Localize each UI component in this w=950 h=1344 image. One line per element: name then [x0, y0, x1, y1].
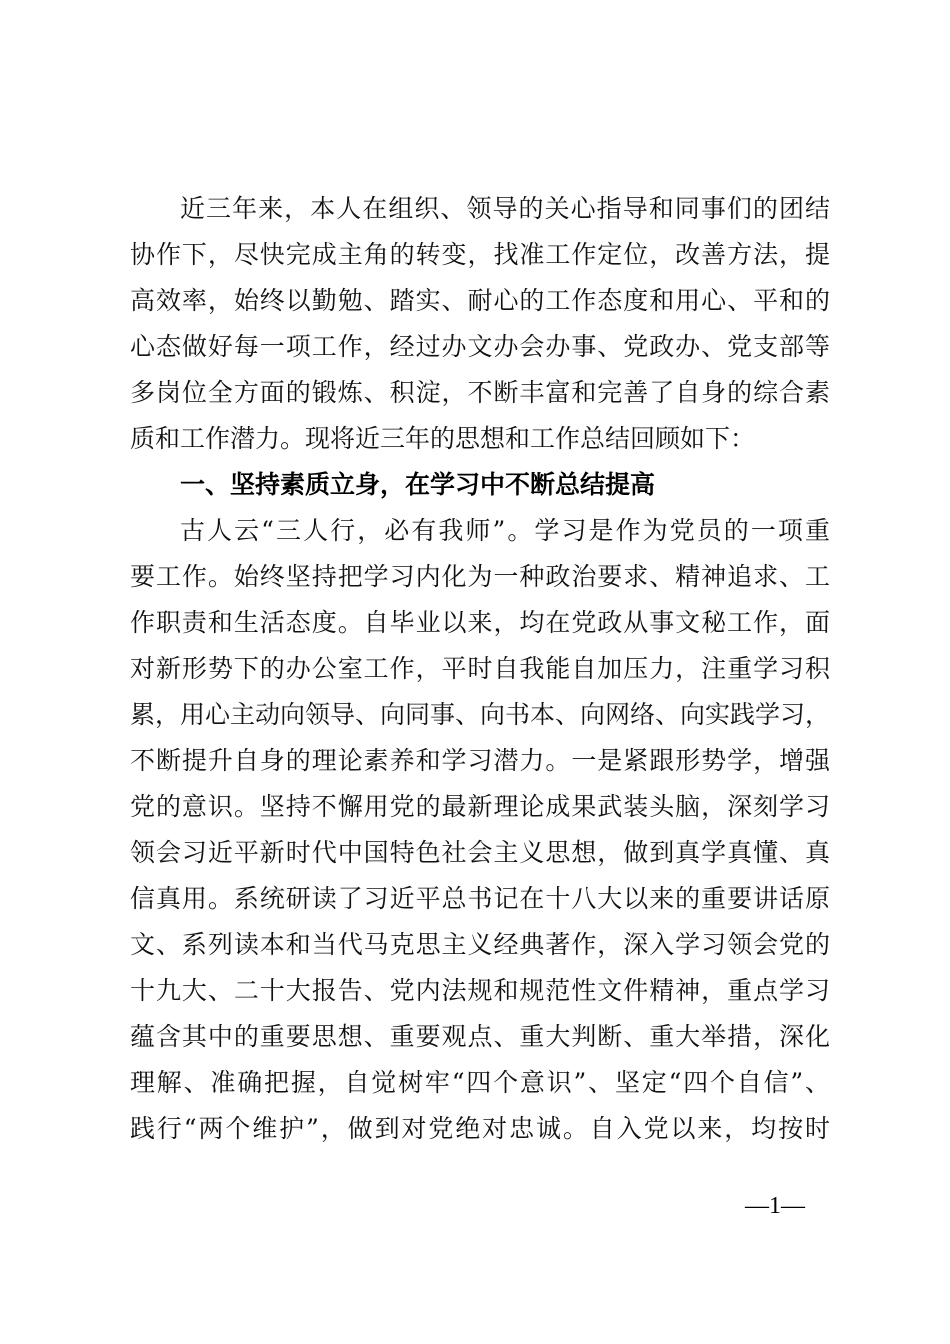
- paragraph-2-line-1: 古人云“三人行，必有我师”。学习是作为党员的一项重: [180, 516, 830, 545]
- paragraph-2-line-7: 党的意识。坚持不懈用党的最新理论成果武装头脑，深刻学习: [130, 792, 830, 821]
- paragraph-2-line-9: 信真用。系统研读了习近平总书记在十八大以来的重要讲话原: [130, 884, 830, 913]
- paragraph-2-line-13: 理解、准确把握，自觉树牢“四个意识”、坚定“四个自信”、: [130, 1068, 830, 1097]
- paragraph-1-line-4: 心态做好每一项工作，经过办文办会办事、党政办、党支部等: [130, 332, 830, 361]
- paragraph-1-line-2: 协作下，尽快完成主角的转变，找准工作定位，改善方法，提: [130, 240, 830, 269]
- paragraph-2-line-4: 对新形势下的办公室工作，平时自我能自加压力，注重学习积: [130, 654, 830, 683]
- paragraph-2-line-2: 要工作。始终坚持把学习内化为一种政治要求、精神追求、工: [130, 562, 830, 591]
- paragraph-2-line-8: 领会习近平新时代中国特色社会主义思想，做到真学真懂、真: [130, 838, 830, 867]
- paragraph-2-line-6: 不断提升自身的理论素养和学习潜力。一是紧跟形势学，增强: [130, 746, 830, 775]
- paragraph-1-line-6: 质和工作潜力。现将近三年的思想和工作总结回顾如下：: [130, 424, 756, 453]
- paragraph-2-line-14: 践行“两个维护”，做到对党绝对忠诚。自入党以来，均按时: [130, 1114, 830, 1143]
- paragraph-1-line-3: 高效率，始终以勤勉、踏实、耐心的工作态度和用心、平和的: [130, 286, 830, 315]
- page-number: —1—: [745, 1193, 805, 1219]
- section-heading-1: 一、坚持素质立身，在学习中不断总结提高: [180, 470, 656, 499]
- paragraph-2-line-3: 作职责和生活态度。自毕业以来，均在党政从事文秘工作，面: [130, 608, 830, 637]
- paragraph-1-line-5: 多岗位全方面的锻炼、积淀，不断丰富和完善了自身的综合素: [130, 378, 830, 407]
- paragraph-2-line-5: 累，用心主动向领导、向同事、向书本、向网络、向实践学习，: [130, 700, 831, 729]
- paragraph-1-line-1: 近三年来，本人在组织、领导的关心指导和同事们的团结: [180, 194, 830, 223]
- paragraph-2-line-12: 蕴含其中的重要思想、重要观点、重大判断、重大举措，深化: [130, 1022, 830, 1051]
- paragraph-2-line-11: 十九大、二十大报告、党内法规和规范性文件精神，重点学习: [130, 976, 830, 1005]
- paragraph-2-line-10: 文、系列读本和当代马克思主义经典著作，深入学习领会党的: [130, 930, 830, 959]
